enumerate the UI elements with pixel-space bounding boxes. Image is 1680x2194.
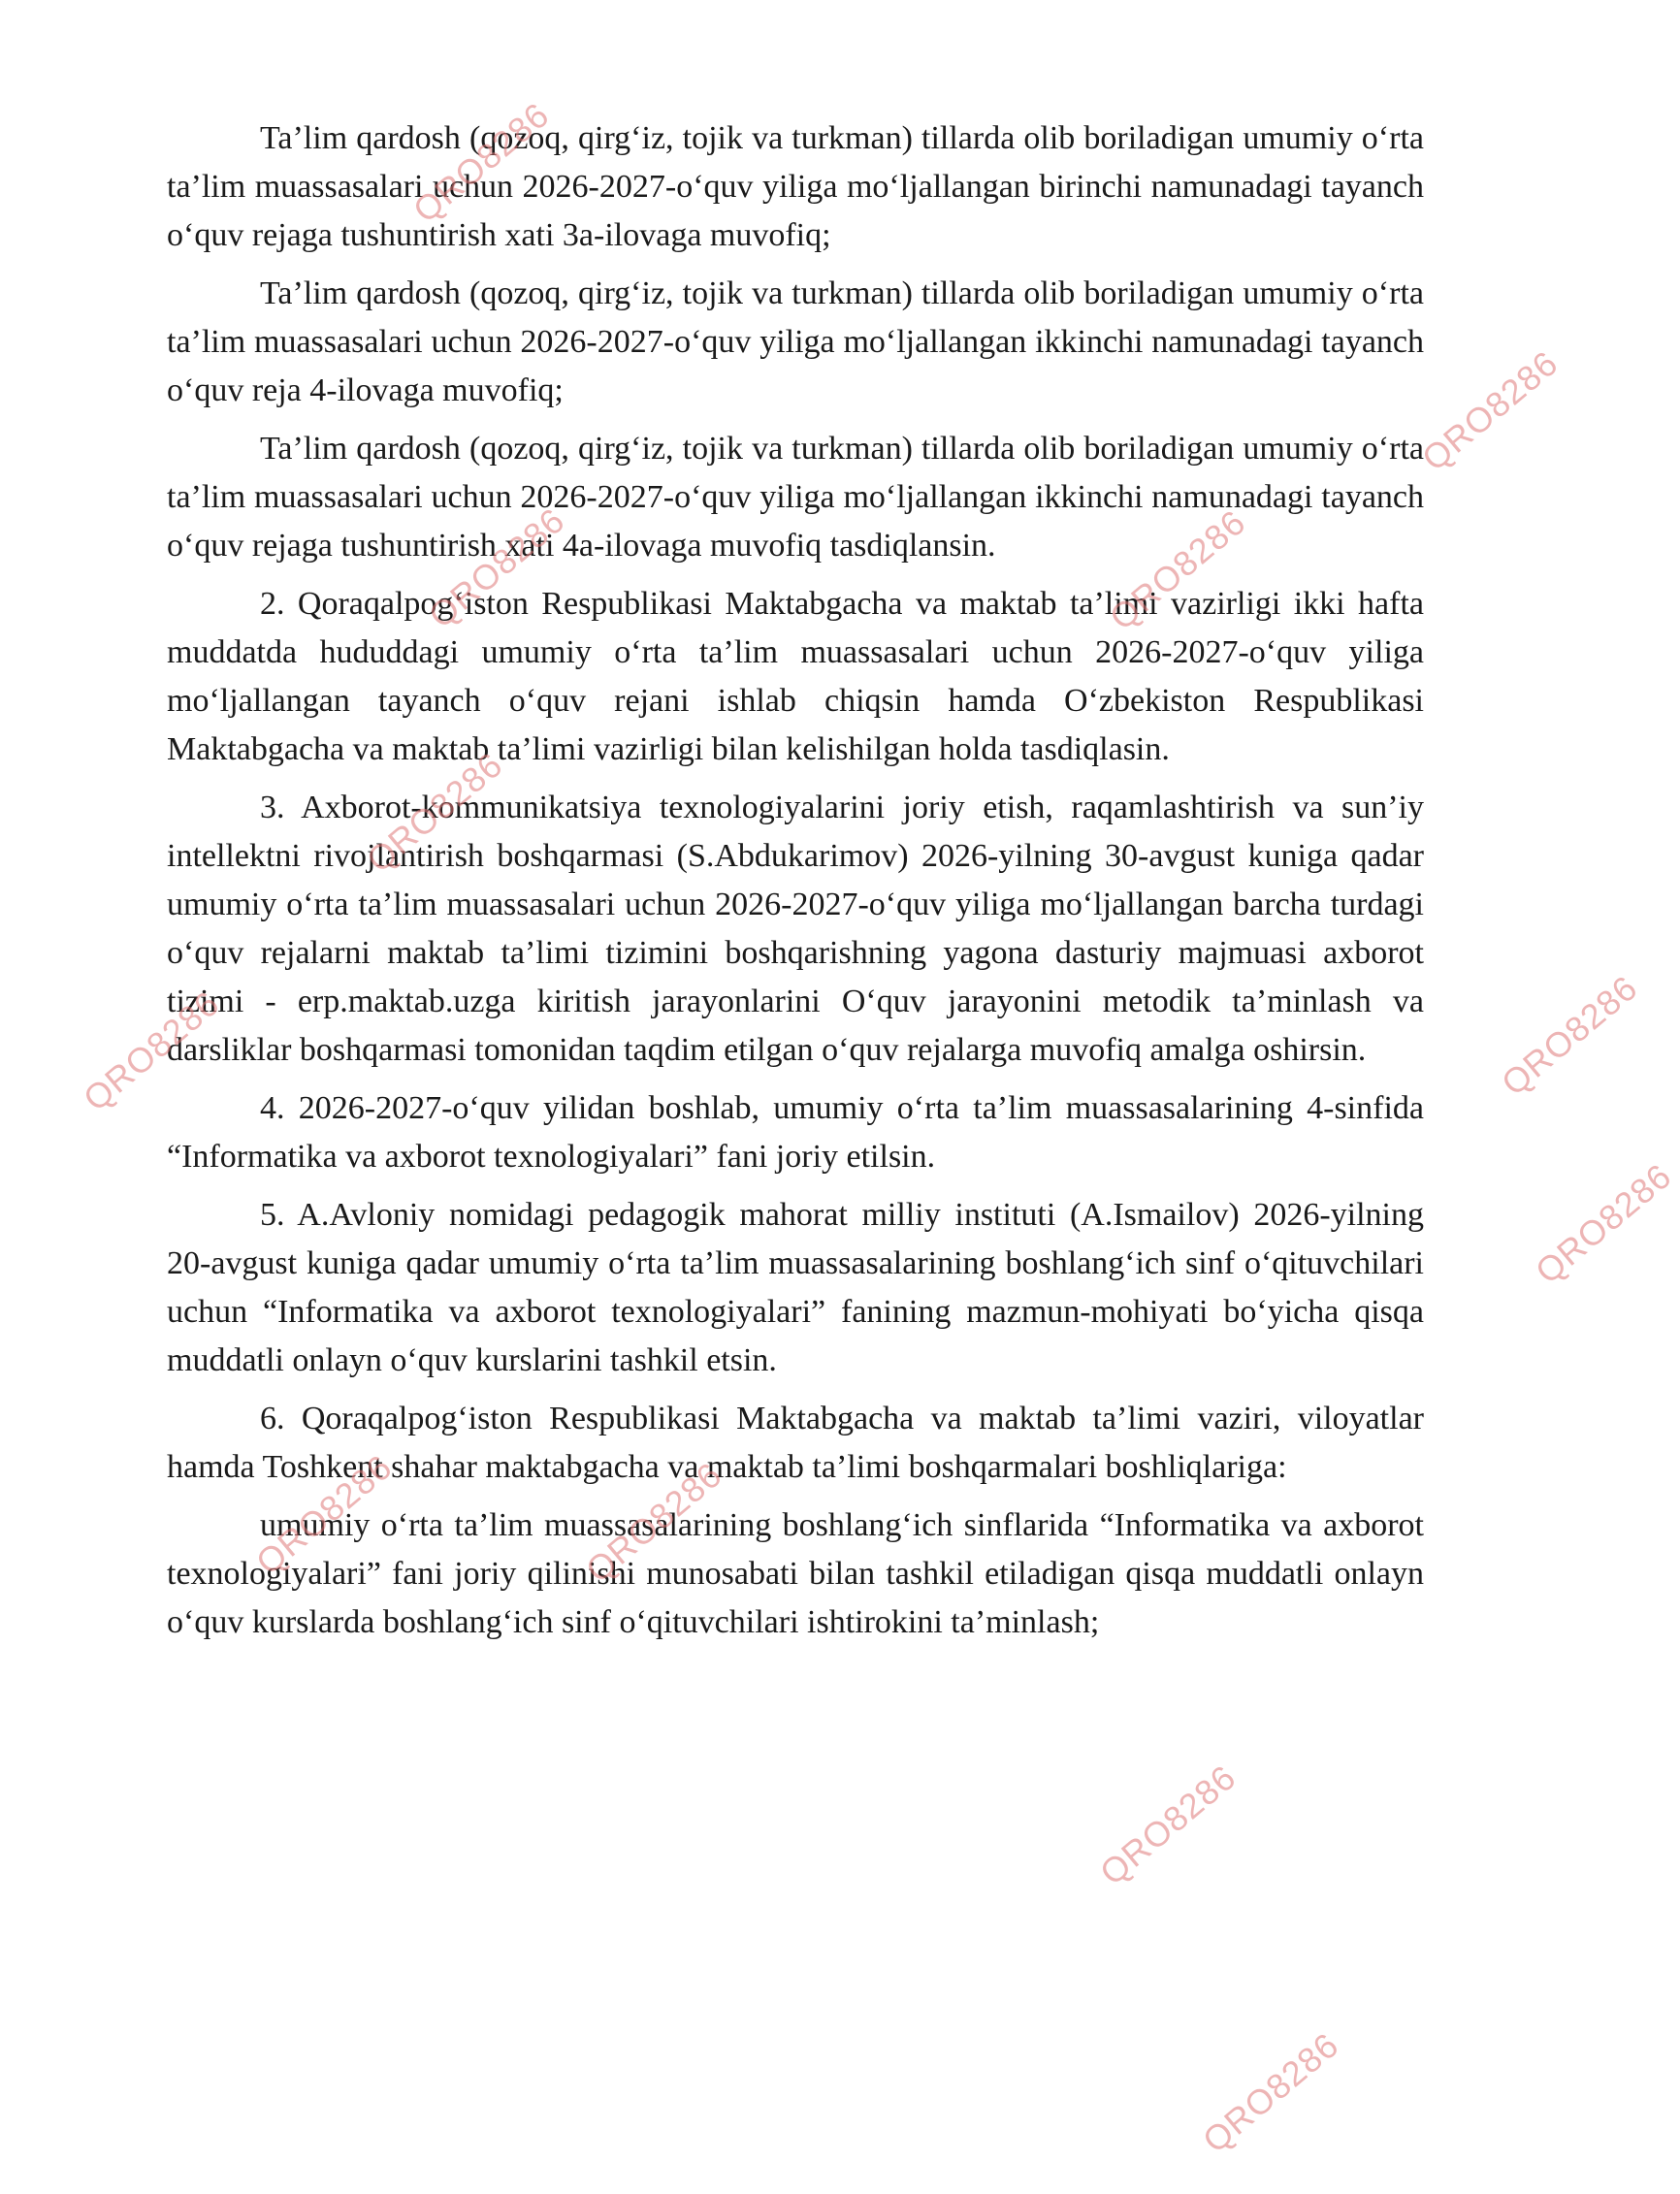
paragraph-item-4: 4. 2026-2027-o‘quv yilidan boshlab, umumiy o‘rta ta’lim muassasalarining 4-sinfida “Informatika va axborot texnologiyalari” fani joriy etilsin. xyxy=(167,1090,1424,1175)
paragraph-appendix-4: Ta’lim qardosh (qozoq, qirg‘iz, tojik va turkman) tillarda olib boriladigan umumiy o‘rta ta’lim muassasalari uchun 2026-2027-o‘quv yiliga mo‘ljallangan ikkinchi namunadagi tayanch o‘quv reja 4-ilovaga muvofiq; xyxy=(167,275,1424,408)
watermark: QRO8286 xyxy=(1528,1155,1679,1292)
watermark: QRO8286 xyxy=(1414,342,1566,479)
watermark: QRO8286 xyxy=(1102,501,1253,638)
paragraph-item-6: 6. Qoraqalpog‘iston Respublikasi Maktabgacha va maktab ta’limi vaziri, viloyatlar hamda Toshkent shahar maktabgacha va maktab ta’limi boshqarmalari boshliqlariga: xyxy=(167,1401,1424,1485)
watermark: QRO8286 xyxy=(578,1454,729,1591)
paragraph-appendix-4a: Ta’lim qardosh (qozoq, qirg‘iz, tojik va turkman) tillarda olib boriladigan umumiy o‘rta ta’lim muassasalari uchun 2026-2027-o‘quv yiliga mo‘ljallangan ikkinchi namunadagi tayanch o‘quv rejaga tushuntirish xati 4a-ilovaga muvofiq tasdiqlansin. xyxy=(167,431,1424,564)
watermark: QRO8286 xyxy=(405,94,557,231)
paragraph-item-6-subitem: umumiy o‘rta ta’lim muassasalarining boshlang‘ich sinflarida “Informatika va axborot texnologiyalari” fani joriy qilinishi munosabati bilan tashkil etiladigan qisqa muddatli onlayn o‘quv kurslarda boshlang‘ich sinf o‘qituvchilari ishtirokini ta’minlash; xyxy=(167,1507,1424,1640)
watermark: QRO8286 xyxy=(248,1446,400,1583)
paragraph-item-5: 5. A.Avloniy nomidagi pedagogik mahorat milliy instituti (A.Ismailov) 2026-yilning 20-avgust kuniga qadar umumiy o‘rta ta’lim muassasalarining boshlang‘ich sinf o‘qituvchilari uchun “Informatika va axborot texnologiyalari” fanining mazmun-mohiyati bo‘yicha qisqa muddatli onlayn o‘quv kurslarini tashkil etsin. xyxy=(167,1197,1424,1378)
watermark: QRO8286 xyxy=(1092,1757,1244,1893)
watermark: QRO8286 xyxy=(359,744,510,881)
paragraph-item-3: 3. Axborot-kommunikatsiya texnologiyalarini joriy etish, raqamlashtirish va sun’iy intellektni rivojlantirish boshqarmasi (S.Abdukarimov) 2026-yilning 30-avgust kuniga qadar umumiy o‘rta ta’lim muassasalari uchun 2026-2027-o‘quv yiliga mo‘ljallangan barcha turdagi o‘quv rejalarni maktab ta’limi tizimini boshqarishning yagona dasturiy majmuasi axborot tizimi - erp.maktab.uzga kiritish jarayonlarini O‘quv jarayonini metodik ta’minlash va darsliklar boshqarmasi tomonidan taqdim etilgan o‘quv rejalarga muvofiq amalga oshirsin. xyxy=(167,790,1424,1068)
document-body xyxy=(167,114,1424,1657)
paragraph-appendix-3a: Ta’lim qardosh (qozoq, qirg‘iz, tojik va turkman) tillarda olib boriladigan umumiy o‘rta ta’lim muassasalari uchun 2026-2027-o‘quv yiliga mo‘ljallangan birinchi namunadagi tayanch o‘quv rejaga tushuntirish xati 3a-ilovaga muvofiq; xyxy=(167,120,1424,253)
paragraph-item-2: 2. Qoraqalpog‘iston Respublikasi Maktabgacha va maktab ta’limi vazirligi ikki hafta muddatda hududdagi umumiy o‘rta ta’lim muassasalari uchun 2026-2027-o‘quv yiliga mo‘ljallangan tayanch o‘quv rejani ishlab chiqsin hamda O‘zbekiston Respublikasi Maktabgacha va maktab ta’limi vazirligi bilan kelishilgan holda tasdiqlasin. xyxy=(167,586,1424,767)
watermark: QRO8286 xyxy=(1195,2024,1346,2161)
watermark: QRO8286 xyxy=(1494,967,1645,1104)
watermark: QRO8286 xyxy=(421,500,572,636)
watermark: QRO8286 xyxy=(76,983,227,1119)
